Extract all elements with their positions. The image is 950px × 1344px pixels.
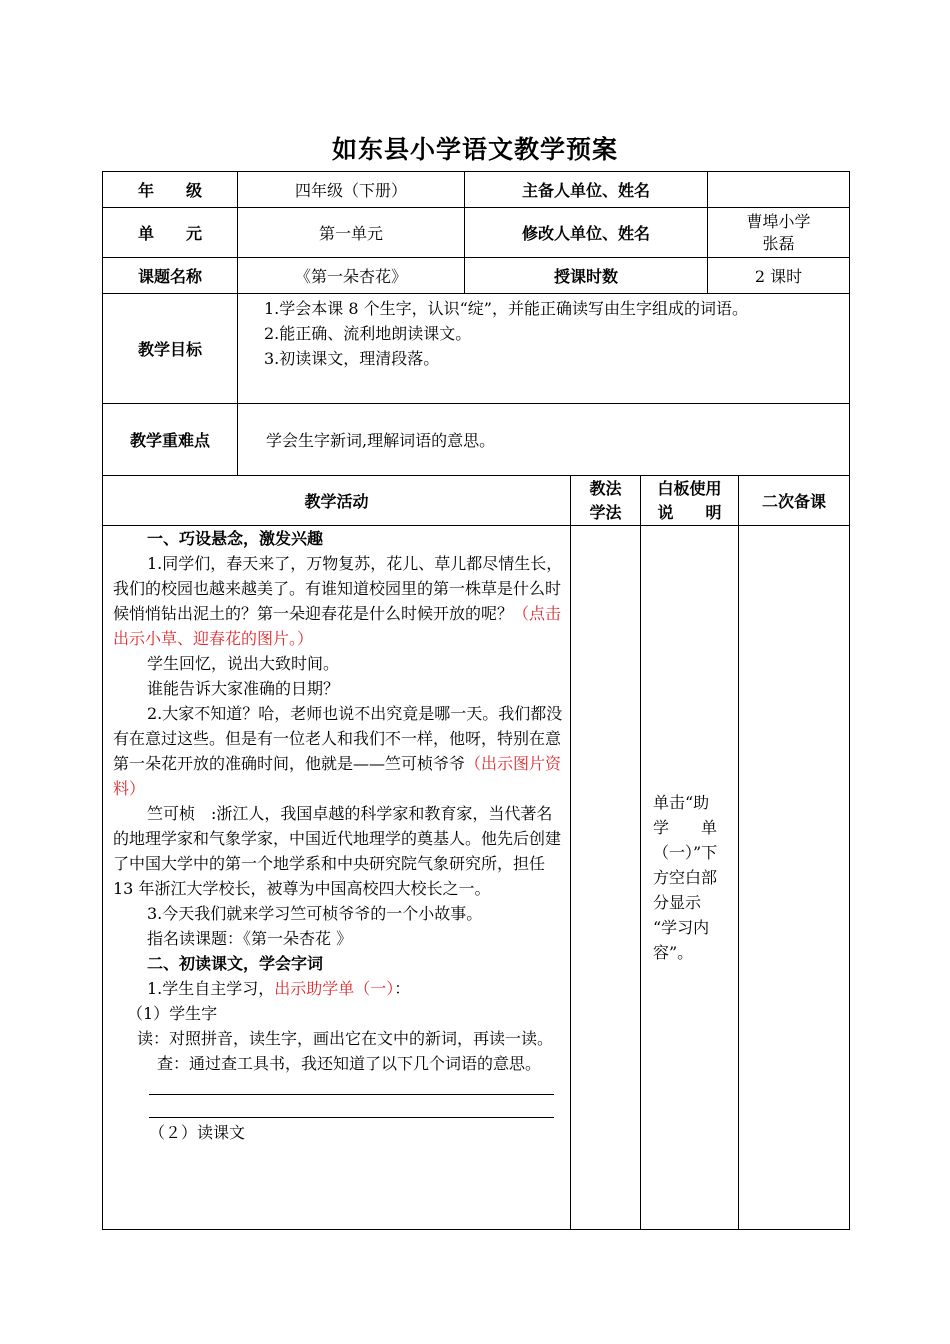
page-title: 如东县小学语文教学预案	[331, 135, 618, 164]
activity-paragraph: （２）读课文	[149, 1123, 246, 1142]
grade-value: 四年级（下册）	[238, 172, 465, 208]
hours-label: 授课时数	[465, 258, 708, 294]
row-key-points	[103, 404, 850, 476]
activity-cell	[103, 526, 571, 1230]
board-note-line: （一）”下	[653, 843, 718, 862]
lesson-label: 课题名称	[103, 258, 238, 294]
board-note-line: 方空白部	[653, 868, 718, 887]
second-prep-cell	[739, 526, 850, 1230]
board-note-cell	[641, 526, 739, 1230]
author-label: 主备人单位、姓名	[465, 172, 708, 208]
activity-paragraph: 查：通过查工具书，我还知道了以下几个词语的意思。	[157, 1054, 542, 1073]
activity-text: 1.同学们，春天来了，万物复苏，花儿、草儿都尽情生长，我们的校园也越来越美了。有谁知道校园里的第一株草是什么时候悄悄钻出泥土的？第一朵迎春花是什么时候开放的呢？	[113, 554, 563, 623]
row-unit	[103, 208, 850, 258]
lesson-plan-table	[102, 171, 850, 1230]
activity-red-note: 出示助学单（一）	[274, 979, 395, 998]
goal-item: 3.初读课文，理清段落。	[264, 349, 440, 368]
activity-red-note: （点击出示小草、迎春花的图片。）	[113, 604, 562, 648]
board-note-line: “学习内	[653, 918, 710, 937]
board-note-line: 容”。	[653, 943, 694, 962]
goals-list	[238, 294, 850, 404]
unit-label: 单 元	[103, 208, 238, 258]
row-column-headers	[103, 476, 850, 526]
activity-red-note: （出示图片资料）	[113, 754, 562, 798]
section-heading: 二、初读课文，学会字词	[147, 954, 324, 973]
col-board-line2: 说 明	[657, 502, 722, 522]
hours-value: 2 课时	[708, 258, 850, 294]
section-heading: 一、巧设悬念，激发兴趣	[147, 529, 324, 548]
reviser-value	[708, 208, 850, 258]
board-note-line: 分显示	[653, 893, 702, 912]
row-grade	[103, 172, 850, 208]
activity-text: 2.大家不知道？哈，老师也说不出究竟是哪一天。我们都没有在意过这些。但是有一位老人和我们不一样，他呀，特别在意第一朵花开放的准确时间，他就是——竺可桢爷爷	[113, 704, 563, 773]
fill-in-line	[149, 1105, 554, 1118]
activity-paragraph	[113, 701, 564, 801]
goals-label: 教学目标	[103, 294, 238, 404]
activity-paragraph: 谁能告诉大家准确的日期？	[147, 679, 340, 698]
reviser-school: 曹埠小学	[746, 211, 811, 231]
goal-item: 2.能正确、流利地朗读课文。	[264, 324, 472, 343]
lesson-value: 《第一朵杏花》	[238, 258, 465, 294]
col-board-line1: 白板使用	[657, 478, 722, 498]
board-note-line: 学 单	[653, 818, 718, 837]
board-note-line: 单击“助	[653, 793, 710, 812]
activity-paragraph: 竺可桢 :浙江人，我国卓越的科学家和教育家，当代著名的地理学家和气象学家，中国近代地理学的奠基人。他先后创建了中国大学中的第一个地学系和中央研究院气象研究所，担任 13 年浙江大学校长，被尊为中国高校四大校长之一。	[113, 804, 562, 898]
unit-value: 第一单元	[238, 208, 465, 258]
col-board-header	[641, 476, 739, 526]
row-activity-body	[103, 526, 850, 1230]
fill-in-line	[149, 1082, 554, 1095]
reviser-name: 张磊	[762, 233, 795, 253]
method-cell	[571, 526, 641, 1230]
activity-paragraph: 读：对照拼音，读生字，画出它在文中的新词，再读一读。	[137, 1029, 554, 1048]
author-value	[708, 172, 850, 208]
activity-paragraph: 3.今天我们就来学习竺可桢爷爷的一个小故事。	[147, 904, 483, 923]
reviser-label: 修改人单位、姓名	[465, 208, 708, 258]
goal-item: 1.学会本课 8 个生字，认识“绽”，并能正确读写由生字组成的词语。	[264, 299, 748, 318]
col-second-header: 二次备课	[739, 476, 850, 526]
activity-paragraph: （1）学生字	[127, 1004, 218, 1023]
activity-paragraph: 指名读课题：《第一朵杏花 》	[147, 929, 353, 948]
activity-paragraph: 学生回忆，说出大致时间。	[147, 654, 340, 673]
row-goals	[103, 294, 850, 404]
activity-text: 1.学生自主学习，	[147, 979, 275, 998]
key-points-text: 学会生字新词,理解词语的意思。	[238, 404, 850, 476]
row-lesson	[103, 258, 850, 294]
col-method-header	[571, 476, 641, 526]
col-method-line1: 教法	[589, 478, 622, 498]
col-activity-header: 教学活动	[103, 476, 571, 526]
activity-paragraph	[113, 551, 564, 651]
col-method-line2: 学法	[589, 502, 622, 522]
key-points-label: 教学重难点	[103, 404, 238, 476]
activity-text: ：	[394, 979, 411, 998]
grade-label: 年 级	[103, 172, 238, 208]
activity-paragraph	[113, 976, 564, 1001]
